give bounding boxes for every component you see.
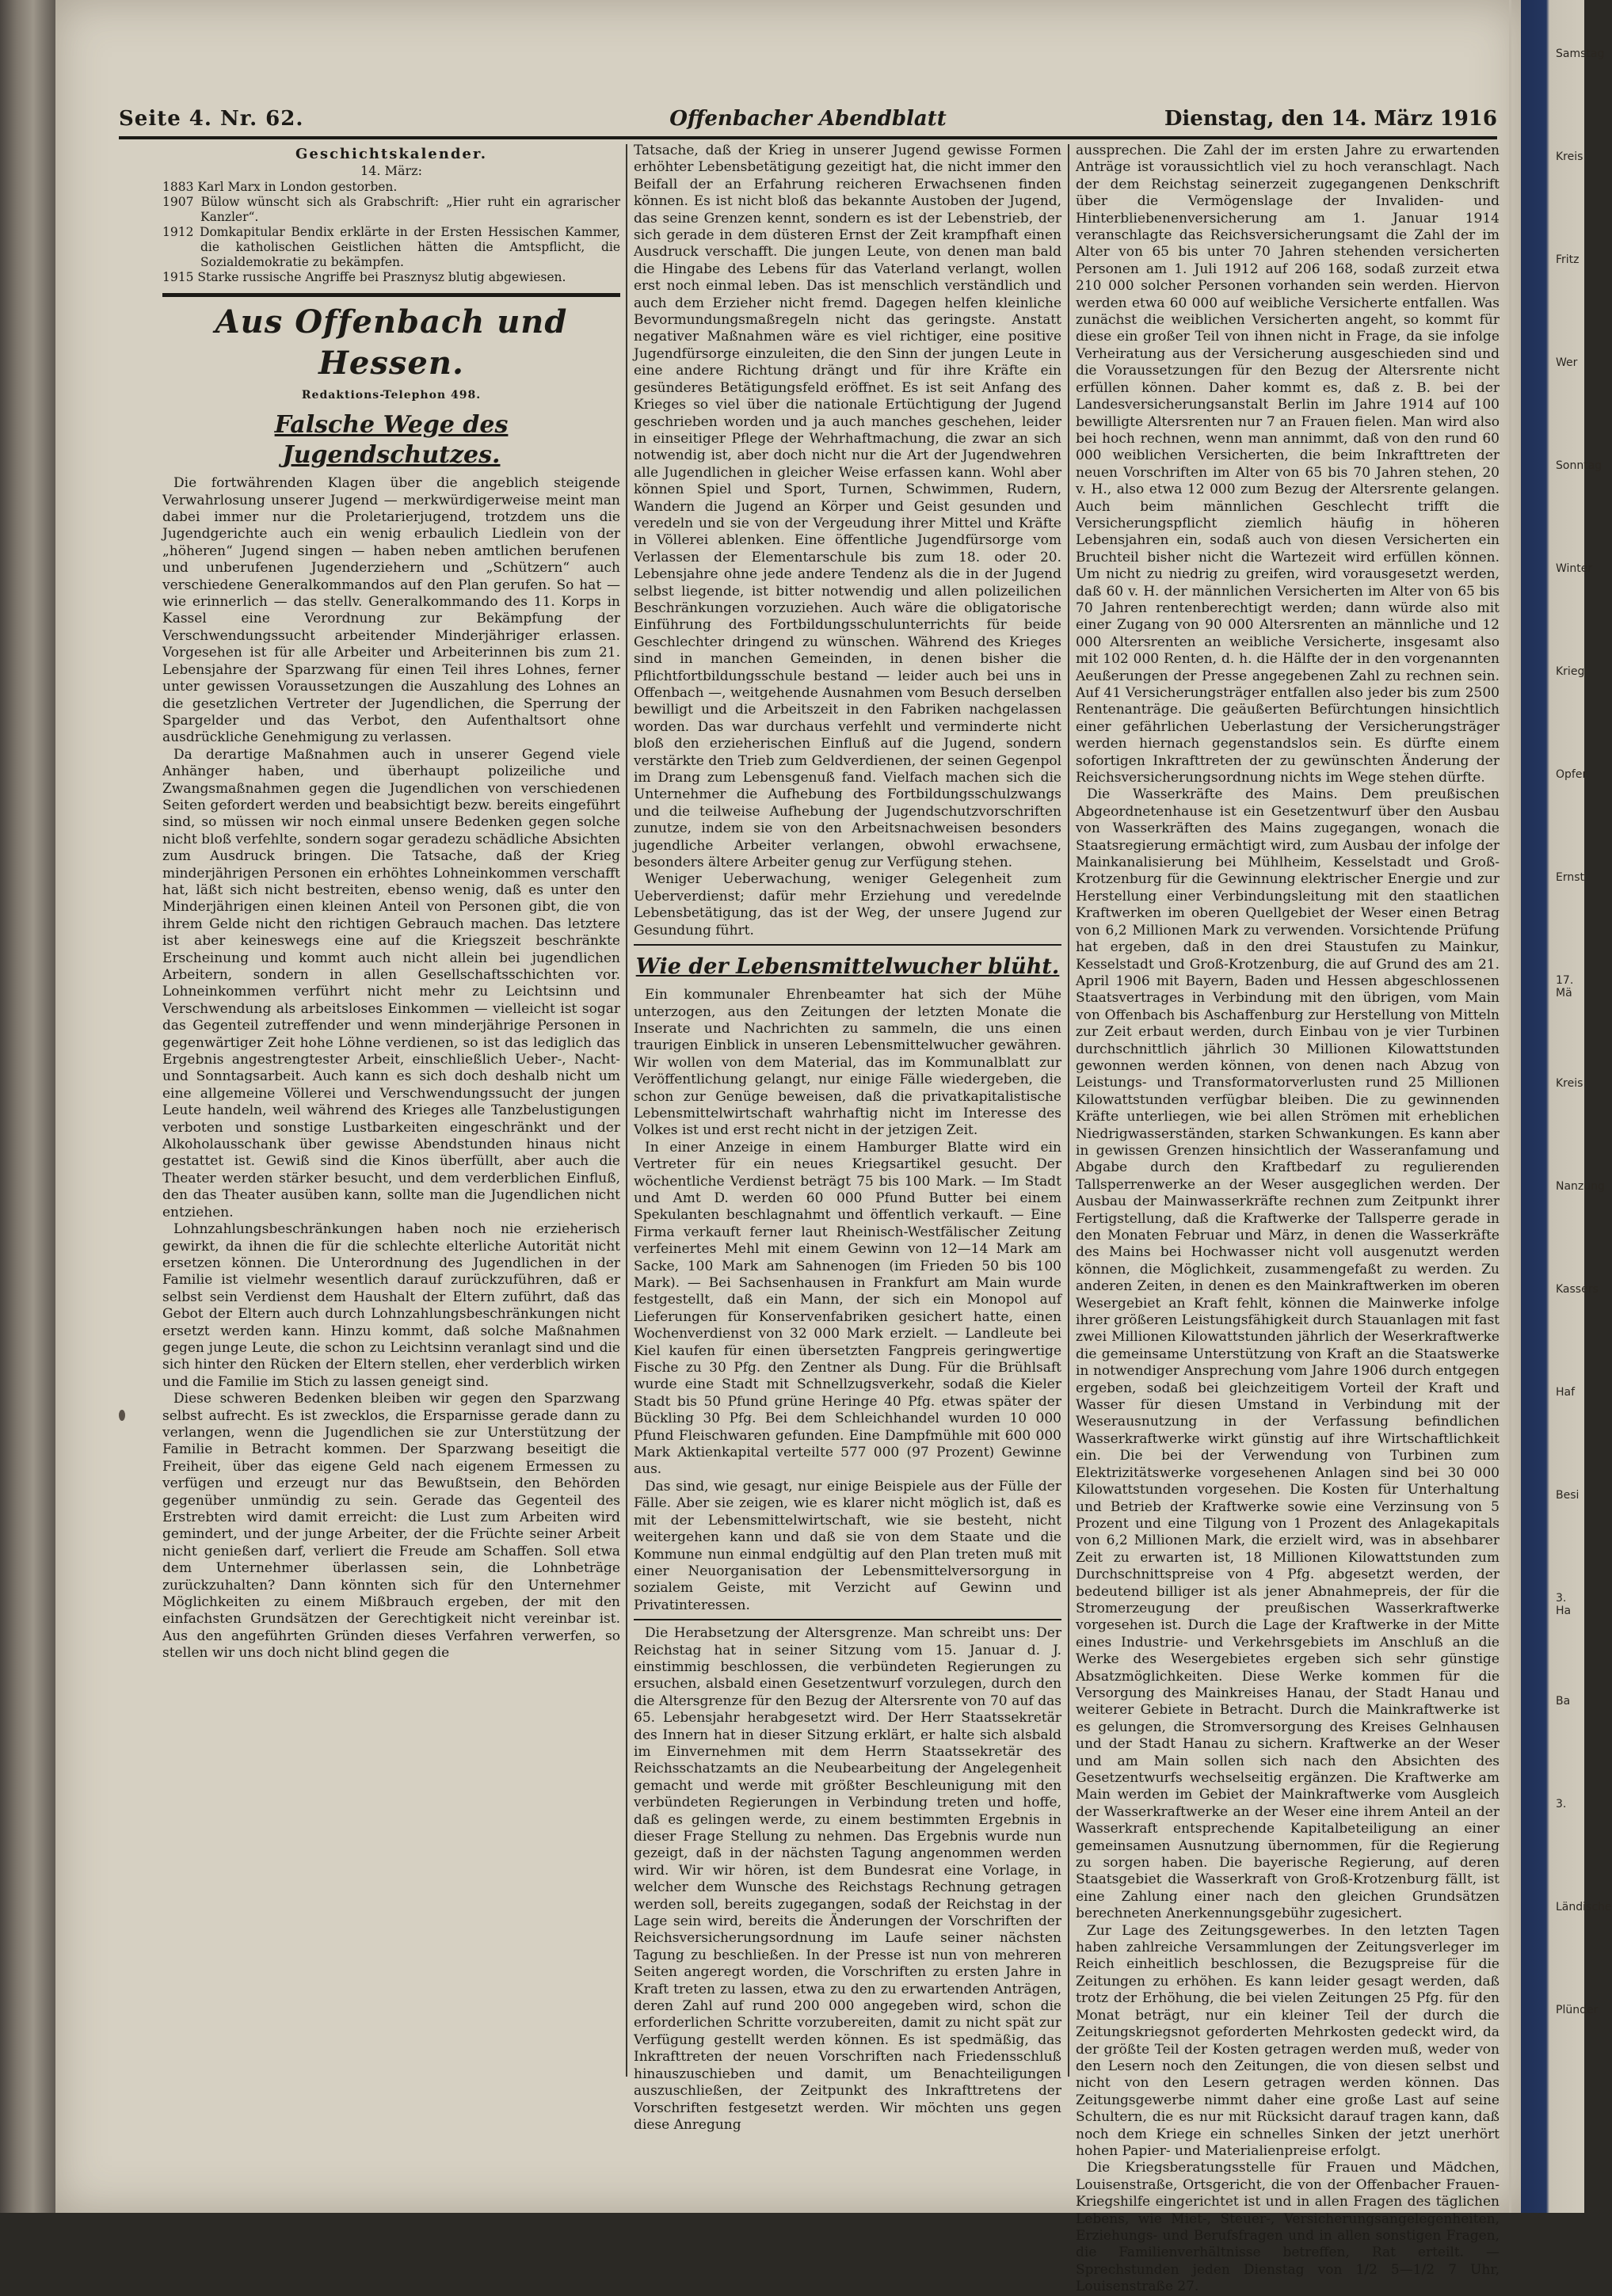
article-paragraph: Ein kommunaler Ehrenbeamter hat sich der Mühe unterzogen, aus den Zeitungen der letzten Monate die Inserate und Nachrichten zu sammeln, die uns einen traurigen Einblick in unseren Lebensmittelwucher gewähren. Wir wollen von dem Material, das im Kommunalblatt zur Veröffentlichung gelangt, nur einige Fälle wiedergeben, die schon zur Genüge beweisen, daß die privatkapitalistische Lebensmittelwirtschaft wahrhaftig nicht im Interesse des Volkes ist und erst recht nicht in der jetzigen Zeit. (634, 987, 1061, 1139)
article-paragraph: Das sind, wie gesagt, nur einige Beispiele aus der Fülle der Fälle. Aber sie zeigen, wie es klarer nicht möglich ist, daß es mit der Lebensmittelwirtschaft, wie sie besteht, nicht weitergehen kann und daß sie von dem Staate und die Kommune nun einmal endgültig auf den Plan treten muß mit einer Neuorganisation der Lebensmittelversorgung in sozialem Geiste, mit Verzicht auf Gewinn und Privatinteressen. (634, 1478, 1061, 1613)
adjacent-page-fragment: Nanzung (1556, 1180, 1605, 1193)
article-paragraph: Tatsache, daß der Krieg in unserer Jugend gewisse Formen erhöhter Lebensbetätigung gezeitigt hat, die nicht immer den Beifall der an Erfahrung reicheren Erwachsenen finden können. Es ist nicht bloß das bekannte Austoben der Jugend, das seine Grenzen kennt, sondern es ist der Lebenstrieb, der sich gerade in dem düsteren Ernst der Zeit krampfhaft einen Ausdruck verschafft. Die jungen Leute, von denen man bald die Hingabe des Lebens für das Vaterland verlangt, wollen erst noch einmal leben. Das ist menschlich verständlich und auch dem Erzieher nicht fremd. Dagegen helfen kleinliche Bevormundungsmaßregeln nicht das geringste. Anstatt negativer Maßnahmen wäre es viel richtiger, eine positive Jugendfürsorge einzuleiten, die den Sinn der jungen Leute in eine andere Richtung drängt und für ihre Kräfte ein gesünderes Betätigungsfeld eröffnet. Es ist seit Anfang des Krieges so viel über die nationale Ertüchtigung der Jugend geschrieben worden und ja auch manches geschehen, leider in einseitiger Pflege der Wehrhaftmachung, die zwar an sich notwendig ist, aber doch nicht nur die Art der Jugendwehren alle Jugendlichen in gleicher Weise erfassen kann. Wohl aber können Spiel und Sport, Turnen, Schwimmen, Rudern, Wandern die Jugend an Körper und Geist gesunden und veredeln und sie von der Vergeudung ihrer Mittel und Kräfte in Völlerei ablenken. Eine öffentliche Jugendfürsorge vom Verlassen der Elementarschule bis zum 18. oder 20. Lebensjahre ohne jede andere Tendenz als die in der Jugend selbst liegende, ist bitter notwendig und allen polizeilichen Beschränkungen vorzuziehen. Auch wäre die obligatorische Einführung des Fortbildungsschulunterrichts für beide Geschlechter dringend zu wünschen. Während des Krieges sind in manchen Gemeinden, in denen bisher die Pflichtfortbildungsschule bestand — leider auch bei uns in Offenbach —, weitgehende Ausnahmen vom Besuch derselben bewilligt und die Arbeitszeit in den Fabriken nachgelassen worden. Das war durchaus verfehlt und verminderte nicht bloß den erzieherischen Einfluß auf die Jugend, sondern verstärkte den Trieb zum Geldverdienen, der seinen Gegenpol im Drang zum Lebensgenuß fand. Vielfach machen sich die Unternehmer die Aufhebung des Fortbildungsschulzwangs und die teilweise Aufhebung der Jugendschutzvorschriften zunutze, indem sie von den Arbeitsnachweisen besonders jugendliche Arbeiter verlangen, obwohl erwachsene, besonders ältere Arbeiter genug zur Verfügung stehen. (634, 143, 1061, 871)
section-rule (162, 293, 620, 297)
article-paragraph: Da derartige Maßnahmen auch in unserer Gegend viele Anhänger haben, und überhaupt polizeiliche und Zwangsmaßnahmen gegen die Jugendlichen von verschiedenen Seiten gefordert werden und beabsichtigt bezw. bereits eingeführt sind, so müssen wir noch einmal unsere Bedenken gegen solche nicht bloß verfehlte, sondern sogar geradezu schädliche Absichten zum Ausdruck bringen. Die Tatsache, daß der Krieg minderjährigen Personen ein erhöhtes Lohneinkommen verschafft hat, läßt sich nicht bestreiten, ebenso wenig, daß es unter den Minderjährigen einen kleinen Anteil von Personen gibt, die von ihrem Gelde nicht den richtigen Gebrauch machen. Das letztere ist aber keineswegs eine auf die Kriegszeit beschränkte Erscheinung und kommt auch nicht allein bei jugendlichen Arbeitern, sondern in allen Gesellschaftsschichten vor. Lohneinkommen verführt nicht mehr zu Leichtsinn und Verschwendung als arbeitsloses Einkommen — vielleicht ist sogar das Gegenteil zutreffender und wenn minderjährige Personen in gegenwärtiger Zeit hohe Löhne verdienen, so ist das lediglich das Ergebnis angestrengtester Arbeit, einschließlich Ueber-, Nacht- und Sonntagsarbeit. Auch kann es sich doch deshalb nicht um eine allgemeine Völlerei und Verschwendungssucht der jungen Leute handeln, weil während des Krieges alle Tanzbelustigungen verboten und sonstige Lustbarkeiten eingeschränkt und der Alkoholausschank über gewisse Abendstunden hinaus nicht gestattet ist. Gewiß sind die Kinos überfüllt, aber auch die Theater werden stärker besucht, und dem verderblichen Einfluß, den das Theater ausüben kann, sollte man die Jugendlichen nicht entziehen. (162, 746, 620, 1220)
adjacent-page-fragment: Ländische (1556, 1901, 1612, 1913)
adjacent-page-fragment: Ernst (1556, 871, 1585, 884)
editorial-phone: Redaktions-Telephon 498. (301, 388, 482, 402)
calendar-entry: 1912 Domkapitular Bendix erklärte in der Ersten Hessischen Kammer, die katholischen Geistlichen hätten die Amtspflicht, die Sozialdemokratie zu bekämpfen. (162, 224, 620, 269)
column-rule (626, 144, 627, 2077)
adjacent-page-fragment: Samstag (1556, 48, 1605, 60)
adjacent-page-fragment: Plünder (1556, 2004, 1599, 2016)
calendar-entry: 1915 Starke russische Angriffe bei Prasznysz blutig abgewiesen. (162, 269, 566, 284)
column-3 (1076, 143, 1500, 2295)
article-title-lebensmittelwucher: Wie der Lebensmittelwucher blüht. (635, 954, 1060, 980)
header-page-number: Seite 4. Nr. 62. (119, 107, 304, 131)
article-paragraph: Diese schweren Bedenken bleiben wir gegen den Sparzwang selbst aufrecht. Es ist zwecklos, die Ersparnisse gerade dann zu verlangen, wenn die Jugendlichen sie zur Unterstützung der Familie in Betracht kommen. Der Sparzwang beseitigt die Freiheit, über das eigene Geld nach eigenem Ermessen zu verfügen und erzeugt nur das Bewußtsein, den Behörden gegenüber unmündig zu sein. Gerade das Gegenteil des Erstrebten wird damit erreicht: die Lust zum Arbeiten wird gemindert, und der junge Arbeiter, der die Früchte seiner Arbeit nicht genießen darf, verliert die Freude am Schaffen. Soll etwa dem Unternehmer überlassen sein, die Lohnbeträge zurückzuhalten? Dann könnten sich für den Unternehmer Möglichkeiten zu einem Mißbrauch ergeben, der mit den einfachsten Grundsätzen der Gerechtigkeit nicht vereinbar ist. Aus den angeführten Gründen dieses Verfahren verwerfen, so stellen wir uns doch nicht blind gegen die (162, 1391, 620, 1662)
adjacent-page-fragment: Opfer (1556, 768, 1587, 781)
adjacent-page-fragment: Krieg (1556, 665, 1585, 678)
header-date: Dienstag, den 14. März 1916 (1164, 107, 1497, 131)
adjacent-page-fragment: Ba (1556, 1695, 1571, 1708)
page-edge (1509, 0, 1511, 2213)
calendar-entry: 1883 Karl Marx in London gestorben. (162, 179, 398, 194)
adjacent-page-sliver (1521, 0, 1612, 2213)
adjacent-page-fragment: Kreis (1556, 150, 1583, 163)
article-paragraph: Die Wasserkräfte des Mains. Dem preußischen Abgeordnetenhause ist ein Gesetzentwurf über den Ausbau von Wasserkräften des Mains zugegangen, wonach die Staatsregierung ermächtigt wird, zum Ausbau der infolge der Mainkanalisierung bei Mühlheim, Kesselstadt und Groß-Krotzenburg für die Gewinnung elektrischer Energie und zur Herstellung einer Verbindungsleitung mit den staatlichen Kraftwerken im oberen Quellgebiet der Weser einen Betrag von 6,2 Millionen Mark zu verwenden. Vorsichtende Prüfung hat ergeben, daß in den drei Staustufen zu Mainkur, Kesselstadt und Groß-Krotzenburg, die auf Grund des am 21. April 1906 mit Bayern, Baden und Hessen abgeschlossenen Staatsvertrages in Verbindung mit den übrigen, vom Main von Offenbach bis Aschaffenburg zur Herstellung von Mitteln zur Zeit erbaut werden, durch Einbau von je vier Turbinen durchschnittlich jährlich 30 Millionen Kilowattstunden gewonnen werden können, von denen nach Abzug von Leistungs- und Transformatorverlusten rund 25 Millionen Kilowattstunden verfügbar bleiben. Die zu gewinnenden Kräfte unterliegen, wie bei allen Strömen mit erheblichen Niedrigwasserständen, starken Schwankungen. Es kann aber in gewissen Grenzen hinsichtlich der Wasseranfamung und Abgabe durch den Kraftbedarf zu regulierenden Tallsperrenwerke an der Weser ausgeglichen werden. Der Ausbau der Mainwasserkräfte rechnen zum Zeitpunkt ihrer Fertigstellung, daß die Kraftwerke der Tallsperre gerade in den Monaten Februar und März, in denen die Wasserkräfte des Mains bei Hochwasser nicht voll ausgenutzt werden können, die Möglichkeit, zusammengefaßt zu werden. Zu anderen Zeiten, in denen es den Mainkraftwerken im oberen Wesergebiet an Kraft fehlt, können die Mainwerke infolge ihrer größeren Leistungsfähigkeit durch Stauanlagen mit fast zwei Millionen Kilowattstunden jährlich der Weserkraftwerke die gemeinsame Unterstützung von Kraft an die Staatswerke in notwendiger Ansprechung vom Jahre 1906 durch entgegen ergeben, sodaß bei gleichzeitigem Vorteil der Kraft und Wasser für diesen Umstand in Verbindung mit der Weserausnutzung in der Verfassung befindlichen Wasserkraftwerke wirkt günstig auf ihre Wirtschaftlichkeit ein. Die bei der Verwendung von Turbinen zum Elektrizitätswerke vorgesehenen Anlagen sind bei 30 000 Kilowattstunden vorgesehen. Die Kosten für Unterhaltung und Betrieb der Kraftwerke sowie eine Verzinsung von 5 Prozent und eine Tilgung von 1 Prozent des Anlagekapitals von 6,2 Millionen Mark, die erzielt wird, was in absehbarer Zeit zu erwarten ist, 18 Millionen Kilowattstunden zum Durchschnittspreise von 4 Pfg. abgesetzt werden, der bedeutend billiger ist als jener Abnahmepreis, der für die Stromerzeugung der preußischen Wasserkraftwerke vorgesehen ist. Durch die Lage der Kraftwerke in der Mitte eines Industrie- und Verkehrsgebiets im Anschluß an die Werke des Wesergebietes ergeben sich sehr günstige Absatzmöglichkeiten. Diese Werke kommen für die Versorgung des Mainkreises Hanau, der Stadt Hanau und weiterer Gebiete in Betracht. Durch die Mainkraftwerke ist es gelungen, die Stromversorgung des Kreises Gelnhausen und der Stadt Hanau zu sichern. Kraftwerke an der Weser und am Main sollen sich nach den Absichten des Gesetzentwurfs wechselseitig ergänzen. Die Kraftwerke am Main werden im Gebiet der Mainkraftwerke vom Ausgleich der Wasserkraftwerke an der Weser eine ihrem Anteil an der Wasserkraft entsprechende Kapitalbeteiligung an einer gemeinsamen Ausnutzung übernommen, für die Regierung zu sorgen haben. Die bayerische Regierung, auf deren Staatsgebiet die Wasserkraft von Groß-Krotzenburg fällt, ist eine Zahlung einer nach den gleichen Grundsätzen berechneten Anerkennungsgebühr zugesichert. (1076, 786, 1500, 1922)
adjacent-page-fragment: 17. Mä (1556, 974, 1574, 1000)
article-paragraph: Lohnzahlungsbeschränkungen haben noch nie erzieherisch gewirkt, da ihnen die für die schlechte elterliche Autorität nicht ersetzen können. Die Unterordnung des Jugendlichen in der Familie ist vielmehr wesentlich darauf zurückzuführen, daß er selbst sein Verdienst dem Haushalt der Eltern zuführt, daß das Gebot der Eltern auch durch Lohnzahlungsbeschränkungen nicht ersetzt werden kann. Hinzu kommt, daß solche Maßnahmen gegen junge Leute, die schon zu Leichtsinn veranlagt sind und die sich hinter den Rücken der Eltern stellen, eher verderblich wirken und die Familie im Stich zu lassen geneigt sind. (162, 1221, 620, 1390)
calendar-entry: 1907 Bülow wünscht sich als Grabschrift: „Hier ruht ein agrarischer Kanzler“. (162, 194, 620, 224)
adjacent-page-fragment: Fritz (1556, 253, 1580, 266)
calendar-date: 14. März: (360, 163, 422, 179)
section-title: Aus Offenbach und Hessen. (215, 303, 568, 382)
adjacent-page-fragment: Winter (1556, 562, 1593, 575)
column-1 (162, 143, 620, 2091)
article-paragraph: Die Kriegsberatungsstelle für Frauen und Mädchen, Louisenstraße, Ortsgericht, die von der Offenbacher Frauen-Kriegshilfe eingerichtet ist und in allen Fragen des täglichen Lebens, wie Miet-, Steuer-, Versicherungsangelegenheiten, Erziehungs- und Berufsfragen und in allen sonstigen Fragen, die Familienverhältnisse betreffen, Rat erteilt. — Sprechstunden jeden Dienstag von 1/2 5—1/2 7 Uhr, Louisenstraße 27. (1076, 2160, 1500, 2295)
article-paragraph: Weniger Ueberwachung, weniger Gelegenheit zum Ueberverdienst; dafür mehr Erziehung und veredelnde Lebensbetätigung, das ist der Weg, der unsere Jugend zur Gesundung führt. (634, 871, 1061, 939)
adjacent-page-fragment: 3. (1556, 1798, 1567, 1811)
article-paragraph: Zur Lage des Zeitungsgewerbes. In den letzten Tagen haben zahlreiche Versammlungen der Zeitungsverleger im Reich einheitlich beschlossen, die Bezugspreise für die Zeitungen zu erhöhen. Es kann leider gesagt werden, daß trotz der Erhöhung, die bei vielen Zeitungen 25 Pfg. für den Monat beträgt, nur ein kleiner Teil der durch die Zeitungskriegsnot geforderten Mehrkosten gedeckt wird, da der größte Teil der Kosten getragen werden muß, weder von den Lesern noch den Zeitungen, die von diesen selbst und nicht von den Lesern getragen werden können. Das Zeitungsgewerbe nimmt daher eine große Last auf seine Schultern, die es nur mit Rücksicht darauf tragen kann, daß noch dem Kriege ein schnelles Sinken der jetzt unerhört hohen Papier- und Materialienpreise erfolgt. (1076, 1922, 1500, 2159)
article-paragraph: Die Herabsetzung der Altersgrenze. Man schreibt uns: Der Reichstag hat in seiner Sitzung vom 15. Januar d. J. einstimmig beschlossen, die verbündeten Regierungen zu ersuchen, alsbald einen Gesetzentwurf vorzulegen, durch den die Altersgrenze für den Bezug der Altersrente von 70 auf das 65. Lebensjahr herabgesetzt wird. Der Herr Staatssekretär des Innern hat in dieser Sitzung erklärt, er halte sich alsbald im Einvernehmen mit dem Herrn Staatssekretär des Reichsschatzamts an die Neubearbeitung der Angelegenheit gemacht und werde mit größter Beschleunigung mit den verbündeten Regierungen in Verbindung treten und hoffe, daß es gelingen werde, zu einem bestimmten Ergebnis in dieser Frage Stellung zu nehmen. Das Ergebnis wurde nun gezeigt, daß in der nächsten Tagung angenommen werden wird. Wir wir hören, ist dem Bundesrat eine Vorlage, in welcher dem Wunsche des Reichstags Rechnung getragen werden soll, bereits zugegangen, sodaß der Reichstag in der Lage sein wird, bereits die Änderungen der Vorschriften der Reichsversicherungsordnung im Laufe seiner nächsten Tagung zu beschließen. In der Presse ist nun von mehreren Seiten angeregt worden, die Vorschriften zu ersten Jahre in Kraft treten zu lassen, etwa zu den zu erwartenden Anträgen, deren Zahl auf rund 200 000 angegeben wird, schon die erforderlichen Schritte vorzubereiten, damit zu nicht spät zur Verfügung gestellt werden können. Es ist spedmäßig, das Inkrafttreten der neuen Vorschriften nach Friedensschluß hinauszuschieben und damit, um Benachteiligungen auszuschließen, der Zeitpunkt des Inkrafttretens der Vorschriften festgesetzt werden. Wir möchten uns gegen diese Anregung (634, 1625, 1061, 2133)
calendar-title: Geschichtskalender. (295, 146, 487, 162)
article-title-jugendschutz: Falsche Wege des Jugendschutzes. (274, 411, 509, 470)
header-rule (119, 136, 1497, 139)
book-binding (0, 0, 55, 2213)
header-newspaper-title: Offenbacher Abendblatt (669, 107, 947, 131)
article-paragraph: Die fortwährenden Klagen über die angeblich steigende Verwahrlosung unserer Jugend — merkwürdigerweise meint man dabei immer nur die Proletarierjugend, trotzdem uns die Jugendgerichte auch ein wenig erbaulich Liedlein von der „höheren“ Jugend singen — haben neben amtlichen berufenen und unberufenen Jugenderziehern und „Schützern“ auch verschiedene Generalkommandos auf den Plan gerufen. So hat — wie erinnerlich — das stellv. Generalkommando des 11. Korps in Kassel eine Verordnung zur Bekämpfung der Verschwendungssucht arbeitender Minderjähriger erlassen. Vorgesehen ist für alle Arbeiter und Arbeiterinnen bis zum 21. Lebensjahre der Sparzwang für einen Teil ihres Lohnes, ferner unter gewissen Voraussetzungen die Auszahlung des Lohnes an die gesetzlichen Vertreter der Jugendlichen, die Sperrung der Spargelder und das Verbot, den Aufenthaltsort ohne ausdrückliche Genehmigung zu verlassen. (162, 475, 620, 746)
article-rule (634, 1619, 1061, 1620)
adjacent-page-fragment: Besi (1556, 1489, 1580, 1502)
page-header (119, 107, 1497, 139)
adjacent-page-fragment: Kassers (1556, 1283, 1599, 1296)
article-paragraph: In einer Anzeige in einem Hamburger Blatte wird ein Vertreter für ein neues Kriegsartikel gesucht. Der wöchentliche Verdienst beträgt 75 bis 100 Mark. — Im Stadt und Amt D. werden 60 000 Pfund Butter bei einem Spekulanten beschlagnahmt und öffentlich verkauft. — Eine Firma verkauft ferner laut Rheinisch-Westfälischer Zeitung verfeinertes Mehl mit einem Gewinn von 12—14 Mark am Sacke, 100 Mark am Sahnenogen (im Frieden 50 bis 100 Mark). — Bei Sachsenhausen in Frankfurt am Main wurde festgestellt, daß ein Mann, der sich ein Monopol auf Lieferungen für Konservenfabriken gesichert hatte, einen Wochenverdienst von 32 000 Mark erzielt. — Landleute bei Kiel kaufen für einen übersetzten Fangpreis geringwertige Fische zu 30 Pfg. den Zentner als Dung. Für die Brühlsaft wurde eine Stadt mit Schnellzugsverkehr, sodaß die Kieler Stadt bis 50 Pfund grüne Heringe 40 Pfg. etwas später der Bückling 30 Pfg. Bei dem Schleichhandel wurden 10 000 Pfund Fleischwaren gefunden. Eine Dampfmühle mit 600 000 Mark Aktienkapital verteilte 577 000 (97 Prozent) Gewinne aus. (634, 1139, 1061, 1478)
ink-spot (119, 1410, 125, 1421)
adjacent-page-fragment: Kreis (1556, 1077, 1583, 1090)
article-paragraph: aussprechen. Die Zahl der im ersten Jahre zu erwartenden Anträge ist voraussichtlich viel zu hoch veranschlagt. Nach der dem Reichstag seinerzeit zugegangenen Denkschrift über die Vermögenslage der Invaliden- und Hinterbliebenenversicherung am 1. Januar 1914 veranschlagte das Reichsversicherungsamt die Zahl der im Alter von 65 bis unter 70 Jahren stehenden versicherten Personen am 1. Juli 1912 auf 206 168, sodaß zurzeit etwa 210 000 solcher Personen vorhanden sein werden. Hiervon werden etwa 60 000 auf weibliche Versicherte entfallen. Was zunächst die weiblichen Versicherten angeht, so kommt für diese ein großer Teil von ihnen nicht in Frage, da sie infolge Verheiratung aus der Versicherung ausgeschieden sind und die Voraussetzungen für den Bezug der Altersrente nicht erfüllen können. Daher kommt es, daß z. B. bei der Landesversicherungsanstalt Berlin im Jahre 1914 auf 100 bewilligte Altersrenten nur 7 an Frauen fielen. Man wird also bei hoch rechnen, wenn man annimmt, daß von den rund 60 000 weiblichen Versicherten, die beim Inkrafttreten der neuen Vorschriften im Alter von 65 bis 70 Jahren stehen, 20 v. H., also etwa 12 000 zum Bezug der Altersrente gelangen. Auch beim männlichen Geschlecht trifft die Versicherungspflicht ziemlich häufig in höheren Lebensjahren ein, sodaß auch von diesen Versicherten ein Bruchteil bisher nicht die Wartezeit wird erfüllen können. Um nicht zu niedrig zu greifen, wird vorausgesetzt werden, daß 60 v. H. der männlichen Versicherten im Alter von 65 bis 70 Jahren rentenberechtigt werden; dann würde also mit einer Zugang von 90 000 Altersrenten an männliche und 12 000 Altersrenten an weibliche Versicherte, insgesamt also mit 102 000 Renten, d. h. die Hälfte der in den vorgenannten Aeußerungen der Presse angegebenen Zahl zu rechnen sein. Auf 41 Versicherungsträger entfallen also jeder bis zum 2500 Rentenanträge. Die geäußerten Befürchtungen hinsichtlich einer gefährlichen Ueberlastung der Versicherungsträger werden hiernach gegenstandslos sein. Es dürfte einem sofortigen Inkrafttreten der zu gewünschten Änderung der Reichsversicherungsordnung nichts im Wege stehen dürfte. (1076, 143, 1500, 786)
column-rule (1068, 144, 1069, 2077)
article-rule (634, 944, 1061, 946)
adjacent-page-fragment: Haf (1556, 1386, 1576, 1399)
column-2 (634, 143, 1061, 2133)
adjacent-page-fragment: 3. Ha (1556, 1592, 1572, 1617)
adjacent-page-fragment: Wer (1556, 356, 1578, 369)
adjacent-page-fragment: Sonntag (1556, 459, 1602, 472)
